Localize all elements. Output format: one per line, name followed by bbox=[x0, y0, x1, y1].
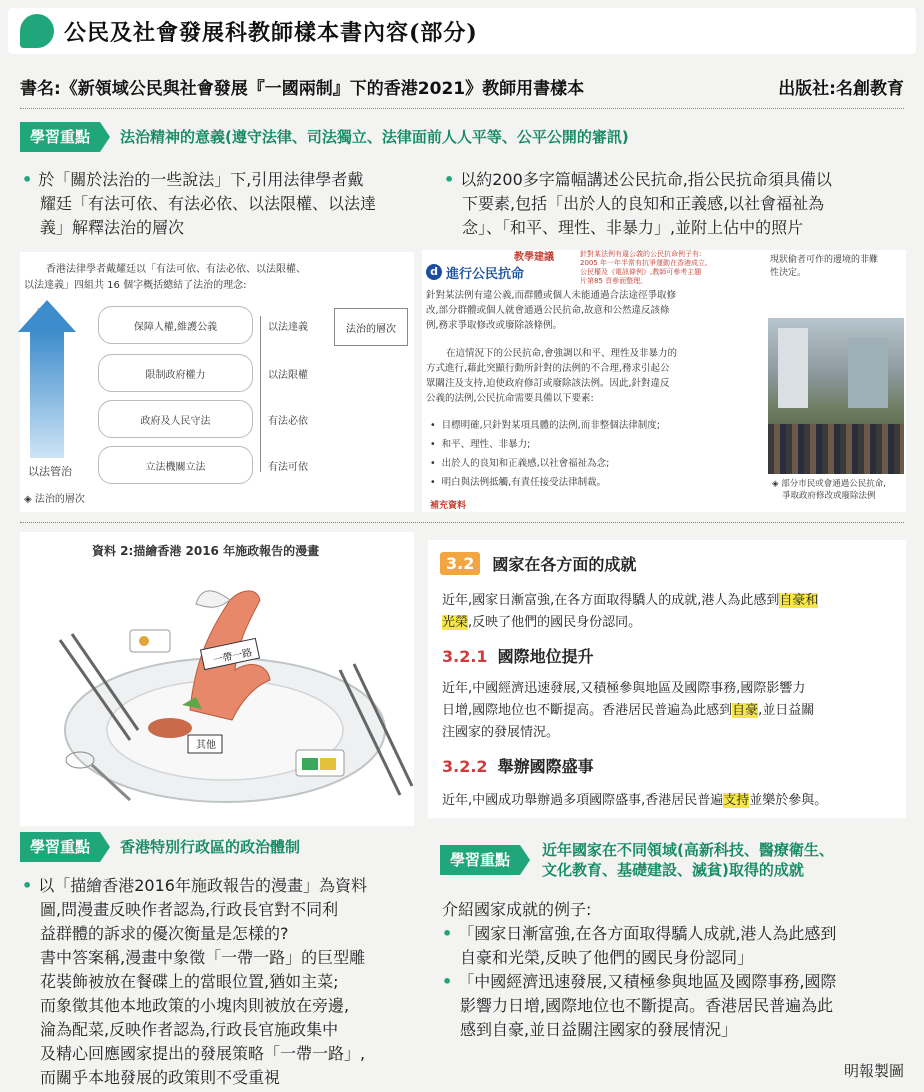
level-box-4: 立法機關立法 bbox=[98, 446, 253, 484]
excerpt-heading: 進行公民抗命 bbox=[446, 267, 525, 282]
sauce-dish bbox=[130, 630, 170, 652]
achievement-para2: 近年,中國經濟迅速發展,又積極參與地區及國際事務,國際影響力 日增,國際地位也不斷提高。香港居民普遍為此感到自豪,並日益關 注國家的發展情況。 bbox=[442, 681, 815, 740]
subsection-international-status: 3.2.1 國際地位提升 bbox=[442, 647, 594, 666]
teaching-tag: 教學建議 bbox=[514, 252, 554, 263]
excerpt-para2: 在這情況下的公民抗命,會強調以和平、理性及非暴力的 方式進行,藉此突顯行動所針對的法例的不合理,務求引起公 眾關注及支持,迫使政府修訂或廢除該法例。因此,針對違反 公義的法例,公民抗命需要具備以下要素: bbox=[426, 348, 678, 404]
building-shape bbox=[778, 328, 808, 408]
achievement-para3: 近年,中國成功舉辦過多項國際盛事,香港居民普遍支持並樂於參與。 bbox=[442, 793, 828, 808]
level-box-3: 政府及人民守法 bbox=[98, 400, 253, 438]
section-header-achievements bbox=[440, 840, 834, 880]
bracket-line bbox=[260, 316, 264, 472]
cartoon-illustration bbox=[20, 560, 414, 826]
sauce bbox=[139, 636, 149, 646]
excerpt-items: • 目標明確,只針對某項具體的法例,而非整個法律制度; • 和平、理性、非暴力; • 出於人的良知和正義感,以社會福祉為念; • 明白與法例抵觸,有責任接受法律制裁。 bbox=[430, 420, 660, 488]
bullet-dot: • bbox=[22, 876, 33, 895]
section-badge: d bbox=[426, 264, 442, 280]
teaching-note: 針對某法例有違公義的公民抗命例子有: 2005 年一年半常有抗爭運動在香港成立, 公民權及《電訊條例》,教師可參考主題 片第85 頁參面整理。 bbox=[580, 250, 708, 285]
level-box-1: 保障人權,維護公義 bbox=[98, 306, 253, 344]
section-title: 香港特別行政區的政治體制 bbox=[120, 838, 301, 856]
bullet-achievement-1: • 「國家日漸富強,在各方面取得驕人成就,港人為此感到 自豪和光榮,反映了他們的國民身份認同」 bbox=[442, 924, 837, 967]
bullet-dot: • bbox=[444, 170, 455, 189]
achievement-para1: 近年,國家日漸富強,在各方面取得驕人的成就,港人為此感到自豪和 光榮,反映了他們的國民身份認同。 bbox=[442, 593, 819, 630]
subsection-international-events: 3.2.2 舉辦國際盛事 bbox=[442, 757, 594, 776]
supplement-link: 補充資料 bbox=[430, 501, 467, 511]
sauce-yellow bbox=[320, 758, 336, 770]
bullet-dot: • bbox=[22, 170, 33, 189]
credit: 明報製圖 bbox=[843, 1062, 904, 1080]
side-box: 法治的層次 bbox=[334, 308, 408, 346]
photo-caption: ◈ 部分市民或會通過公民抗命, 爭取政府修改或廢除法例 bbox=[772, 479, 886, 501]
crowd-shape bbox=[768, 424, 904, 474]
section-title: 法治精神的意義(遵守法律、司法獨立、法律面前人人平等、公平公開的審訊) bbox=[120, 128, 629, 146]
side-text: 現狀偷者可作的邊境的非難 性決定。 bbox=[770, 255, 879, 278]
section-header-rule-of-law bbox=[20, 122, 629, 152]
publisher: 出版社:名創教育 bbox=[778, 79, 904, 99]
arrow-shaft bbox=[30, 330, 64, 458]
protest-photo bbox=[768, 318, 904, 474]
heading-text: 國家在各方面的成就 bbox=[492, 555, 637, 574]
level-label-3: 有法必依 bbox=[268, 416, 308, 427]
bottom-label: 以法管治 bbox=[28, 465, 72, 478]
diagram-caption: ◈ 法治的層次 bbox=[24, 494, 85, 505]
phoenix-wing bbox=[196, 591, 230, 607]
book-name: 書名:《新領域公民與社會發展『一國兩制』下的香港2021》教師用書樣本 bbox=[20, 79, 585, 99]
section-header-political-system bbox=[20, 832, 300, 862]
speech-bubble-icon bbox=[20, 14, 54, 48]
learning-focus-tag: 學習重點 bbox=[440, 845, 520, 875]
section-number: 3.2 bbox=[440, 552, 480, 575]
achievements-intro: 介紹國家成就的例子: bbox=[442, 900, 592, 919]
level-label-2: 以法限權 bbox=[268, 370, 308, 381]
bullet-rule-of-law: • 於「關於法治的一些說法」下,引用法律學者戴 耀廷「有法可依、有法必依、以法限權、以法達 義」解釋法治的層次 bbox=[22, 170, 377, 237]
page-title: 公民及社會發展科教師樣本書內容(部分) bbox=[64, 20, 478, 46]
bullet-dot: • bbox=[442, 972, 453, 991]
building-shape bbox=[848, 338, 888, 408]
level-label-4: 有法可依 bbox=[268, 462, 308, 473]
excerpt-para1: 針對某法例有違公義,而群體或個人未能通過合法途徑爭取修 改,部分群體或個人就會通過公民抗命,故意和公然違反該條 例,務求爭取修改或廢除該條例。 bbox=[426, 290, 677, 331]
level-label-1: 以法達義 bbox=[268, 322, 308, 333]
divider bbox=[20, 108, 904, 109]
sauce-green bbox=[302, 758, 318, 770]
bullet-cartoon-question: • 以「描繪香港2016年施政報告的漫畫」為資料 圖,問漫畫反映作者認為,行政長官對不同利 益群體的訴求的優次衡量是怎樣的? 書中答案稱,漫畫中象徵「一帶一路」的巨型雕 花裝飾被放在餐碟上的當眼位置,猶如主菜; 而象徵其他本地政策的小塊肉則被放在旁邊, 淪為配菜,反映作者認為,行政長官施政集中 及精心回應國家提出的發展策略「一帶一路」, 而關乎本地發展的政策則不受重視 bbox=[22, 876, 367, 1087]
meat-piece bbox=[148, 718, 192, 738]
learning-focus-tag: 學習重點 bbox=[20, 832, 100, 862]
flag-other-text: 其他 bbox=[196, 740, 216, 751]
bullet-dot: • bbox=[442, 924, 453, 943]
excerpt-intro: 香港法律學者戴耀廷以「有法可依、有法必依、以法限權、 以法達義」四組共 16 個字概括總結了法治的理念: bbox=[24, 264, 306, 291]
flag-belt-road-text: 一帶一路 bbox=[211, 647, 254, 667]
learning-focus-tag: 學習重點 bbox=[20, 122, 100, 152]
cartoon-title: 資料 2:描繪香港 2016 年施政報告的漫畫 bbox=[92, 544, 320, 558]
bullet-achievement-2: • 「中國經濟迅速發展,又積極參與地區及國際事務,國際 影響力日增,國際地位也不斷提高。香港居民普遍為此 感到自豪,並日益關注國家的發展情況」 bbox=[442, 972, 837, 1039]
section-title: 近年國家在不同領域(高新科技、醫療衛生、 文化教育、基礎建設、滅貧)取得的成就 bbox=[542, 841, 834, 879]
bullet-civil-disobedience: • 以約200多字篇幅講述公民抗命,指公民抗命須具備以 下要素,包括「出於人的良知和正義感,以社會福祉為 念」、「和平、理性、非暴力」,並附上佔中的照片 bbox=[444, 170, 832, 237]
achievement-heading bbox=[440, 552, 636, 575]
arrow-up-icon bbox=[18, 300, 76, 332]
level-box-2: 限制政府權力 bbox=[98, 354, 253, 392]
divider bbox=[20, 522, 904, 523]
top-label: 法治 bbox=[36, 307, 58, 320]
